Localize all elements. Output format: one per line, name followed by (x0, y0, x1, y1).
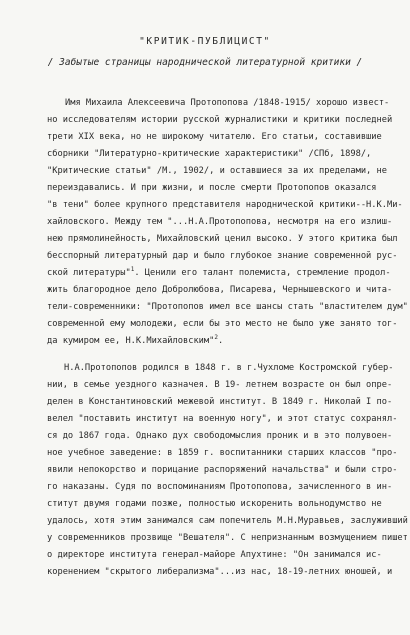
text-segment: Ценили его талант полемиста, стремление продол- (144, 268, 391, 278)
text-line: ститут двумя годами позже, полностью искоренить вольнодумство не (47, 499, 382, 509)
text-line: удалось, хотя этим занимался сам попечитель М.Н.Муравьев, заслуживший (47, 516, 408, 526)
text-line: Н.А.Протопопов родился в 1848 г. в г.Чухломе Костромской губер- (64, 363, 394, 373)
text-line: велел "поставить институт на военную ногу", и этот статус сохранял- (47, 414, 398, 424)
text-line: тели-современники: "Протопопов имел все шансы стать "властителем дум" (47, 302, 408, 312)
text-line: Имя Михаила Алексеевича Протопопова /1848-1915/ хорошо извест- (65, 98, 390, 108)
text-line: хайловского. Между тем "...Н.А.Протопопова, несмотря на его излиш- (47, 217, 393, 227)
footnote-marker: 2 (214, 334, 218, 342)
text-line: нии, в семье уездного казначея. В 19- летнем возрасте он был опре- (47, 380, 393, 390)
text-line: коренением "скрытого либерализма"...из нас, 18-19-летних юношей, и (47, 567, 393, 577)
text-line: переиздавались. И при жизни, и после смерти Протопопов оказался (47, 183, 377, 193)
text-line: "Критические статьи" /М., 1902/, и оставшиеся за их пределами, не (47, 166, 387, 176)
text-line: бесспорный литературный дар и было глубокое знание современной рус- (47, 251, 398, 261)
text-segment: да кумиром ее, Н.К.Михайловским" (47, 336, 215, 346)
text-line: го наказаны. Судя по воспоминаниям Протопопова, зачисленного в ин- (47, 482, 393, 492)
text-line: современной ему молодежи, если бы это место не было уже занято тог- (47, 319, 398, 329)
text-line: ное учебное заведение: в 1859 г. воспитанники старших классов "про- (47, 448, 398, 458)
text-line: сборники "Литературно-критические характеристики" /СПб, 1898/, (47, 149, 372, 159)
footnote-marker: 1 (130, 266, 135, 274)
text-line-with-footnote: да кумиром ее, Н.К.Михайловским"$^2$. (47, 334, 224, 346)
text-line-with-footnote: ской литературы"$^1$. Ценили его талант полемиста, стремление продол- (47, 266, 391, 278)
text-line: жить благородное дело Добролюбова, Писарева, Чернышевского и чита- (47, 285, 393, 295)
text-segment: ской литературы" (47, 268, 131, 278)
text-line: явили непокорство и порицание распоряжений начальства" и были стро- (47, 465, 398, 475)
text-line: у современников прозвище "Вешателя". С непризнанным возмущением пишет (47, 533, 408, 543)
text-line: "в тени" более крупного представителя народнической критики--Н.К.Ми- (47, 200, 403, 210)
document-subtitle: / Забытые страницы народнической литературной критики / (47, 57, 363, 68)
text-line: о директоре института генерал-майоре Апухтине: "Он занимался ис- (47, 550, 382, 560)
document-title: "КРИТИК-ПУБЛИЦИСТ" (139, 36, 271, 47)
text-line: трети XIX века, но не широкому читателю. Его статьи, составившие (47, 132, 382, 142)
text-line: но исследователям истории русской журналистики и критики последней (47, 115, 393, 125)
text-line: делен в Константиновский межевой институт. В 1849 г. Николай I по- (47, 397, 393, 407)
text-line: нею прямолинейность, Михайловский ценил высоко. У этого критика был (47, 234, 398, 244)
text-line: ся до 1867 года. Однако дух свободомыслия проник и в это полувоен- (47, 431, 393, 441)
